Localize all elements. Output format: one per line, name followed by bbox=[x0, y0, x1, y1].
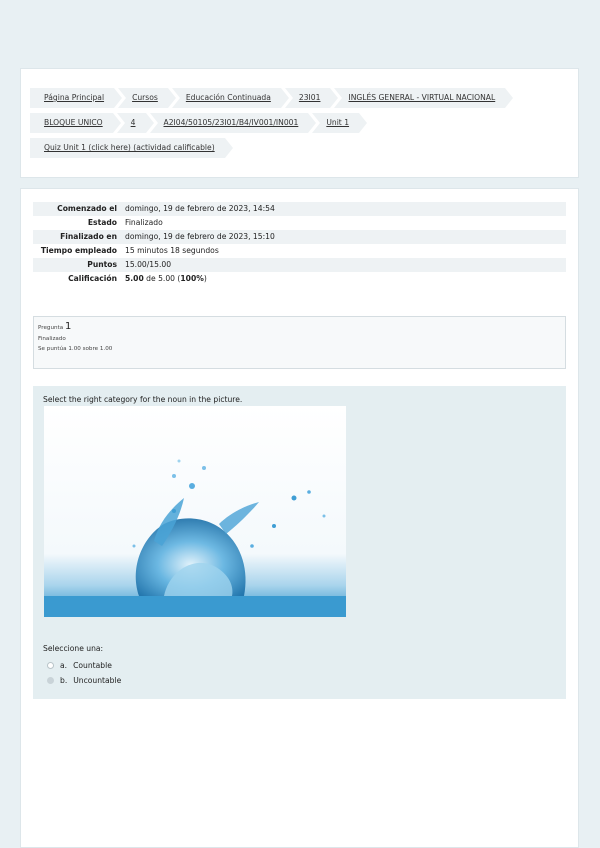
option-b-label: Uncountable bbox=[73, 676, 122, 685]
radio-uncountable[interactable] bbox=[47, 677, 54, 684]
summary-row-started bbox=[33, 202, 566, 216]
breadcrumb-row-3 bbox=[30, 138, 229, 158]
summary-row-state bbox=[33, 216, 566, 230]
breadcrumb-block-link[interactable]: BLOQUE UNICO bbox=[30, 113, 113, 133]
question-number-value: 1 bbox=[64, 321, 72, 332]
option-a-label: Countable bbox=[73, 661, 112, 670]
breadcrumb-row-2 bbox=[30, 113, 363, 133]
question-info-box bbox=[33, 316, 566, 369]
grade-mid: de 5.00 ( bbox=[146, 274, 181, 283]
time-value: 15 minutos 18 segundos bbox=[125, 246, 219, 255]
attempt-summary-table bbox=[33, 202, 566, 286]
question-status: Finalizado bbox=[38, 336, 66, 342]
points-label: Puntos bbox=[33, 258, 121, 272]
breadcrumb-category-link[interactable]: Educación Continuada bbox=[172, 88, 281, 108]
question-number bbox=[38, 321, 561, 332]
breadcrumb-quiz-link[interactable]: Quiz Unit 1 (click here) (actividad calificable) bbox=[30, 138, 225, 158]
breadcrumb-group-link[interactable]: A2I04/50105/23I01/B4/IV001/IN001 bbox=[150, 113, 309, 133]
breadcrumb-section-link[interactable]: 4 bbox=[117, 113, 146, 133]
question-score: Se puntúa 1.00 sobre 1.00 bbox=[38, 346, 113, 352]
grade-end: ) bbox=[203, 274, 207, 283]
option-countable[interactable] bbox=[47, 661, 112, 670]
question-content bbox=[33, 386, 566, 699]
choose-label: Seleccione una: bbox=[43, 644, 104, 653]
points-value: 15.00/15.00 bbox=[121, 258, 566, 272]
finished-value: domingo, 19 de febrero de 2023, 15:10 bbox=[121, 230, 566, 244]
summary-row-time bbox=[33, 244, 566, 258]
grade-label: Calificación bbox=[68, 274, 117, 283]
breadcrumb-home-link[interactable]: Página Principal bbox=[30, 88, 114, 108]
breadcrumb-courses-link[interactable]: Cursos bbox=[118, 88, 168, 108]
started-label: Comenzado el bbox=[33, 202, 121, 216]
breadcrumb-period-link[interactable]: 23I01 bbox=[285, 88, 331, 108]
question-label: Pregunta bbox=[38, 325, 64, 331]
grade-percent: 100% bbox=[180, 274, 204, 283]
summary-row-points bbox=[33, 258, 566, 272]
state-label: Estado bbox=[87, 218, 117, 227]
option-b-letter: b. bbox=[60, 676, 68, 685]
grade-score: 5.00 bbox=[125, 274, 144, 283]
grade-value bbox=[121, 272, 566, 286]
summary-row-grade bbox=[33, 272, 566, 286]
finished-label: Finalizado en bbox=[33, 230, 121, 244]
breadcrumb-course-link[interactable]: INGLÉS GENERAL - VIRTUAL NACIONAL bbox=[334, 88, 505, 108]
radio-countable[interactable] bbox=[47, 662, 54, 669]
state-value: Finalizado bbox=[125, 218, 163, 227]
summary-row-finished bbox=[33, 230, 566, 244]
water-splash-image bbox=[44, 406, 346, 617]
option-a-letter: a. bbox=[60, 661, 68, 670]
started-value: domingo, 19 de febrero de 2023, 14:54 bbox=[121, 202, 566, 216]
breadcrumb-row-1 bbox=[30, 88, 509, 108]
time-label: Tiempo empleado bbox=[40, 246, 117, 255]
question-text: Select the right category for the noun in the picture. bbox=[43, 395, 243, 404]
option-uncountable[interactable] bbox=[47, 676, 121, 685]
breadcrumb-unit-link[interactable]: Unit 1 bbox=[312, 113, 359, 133]
